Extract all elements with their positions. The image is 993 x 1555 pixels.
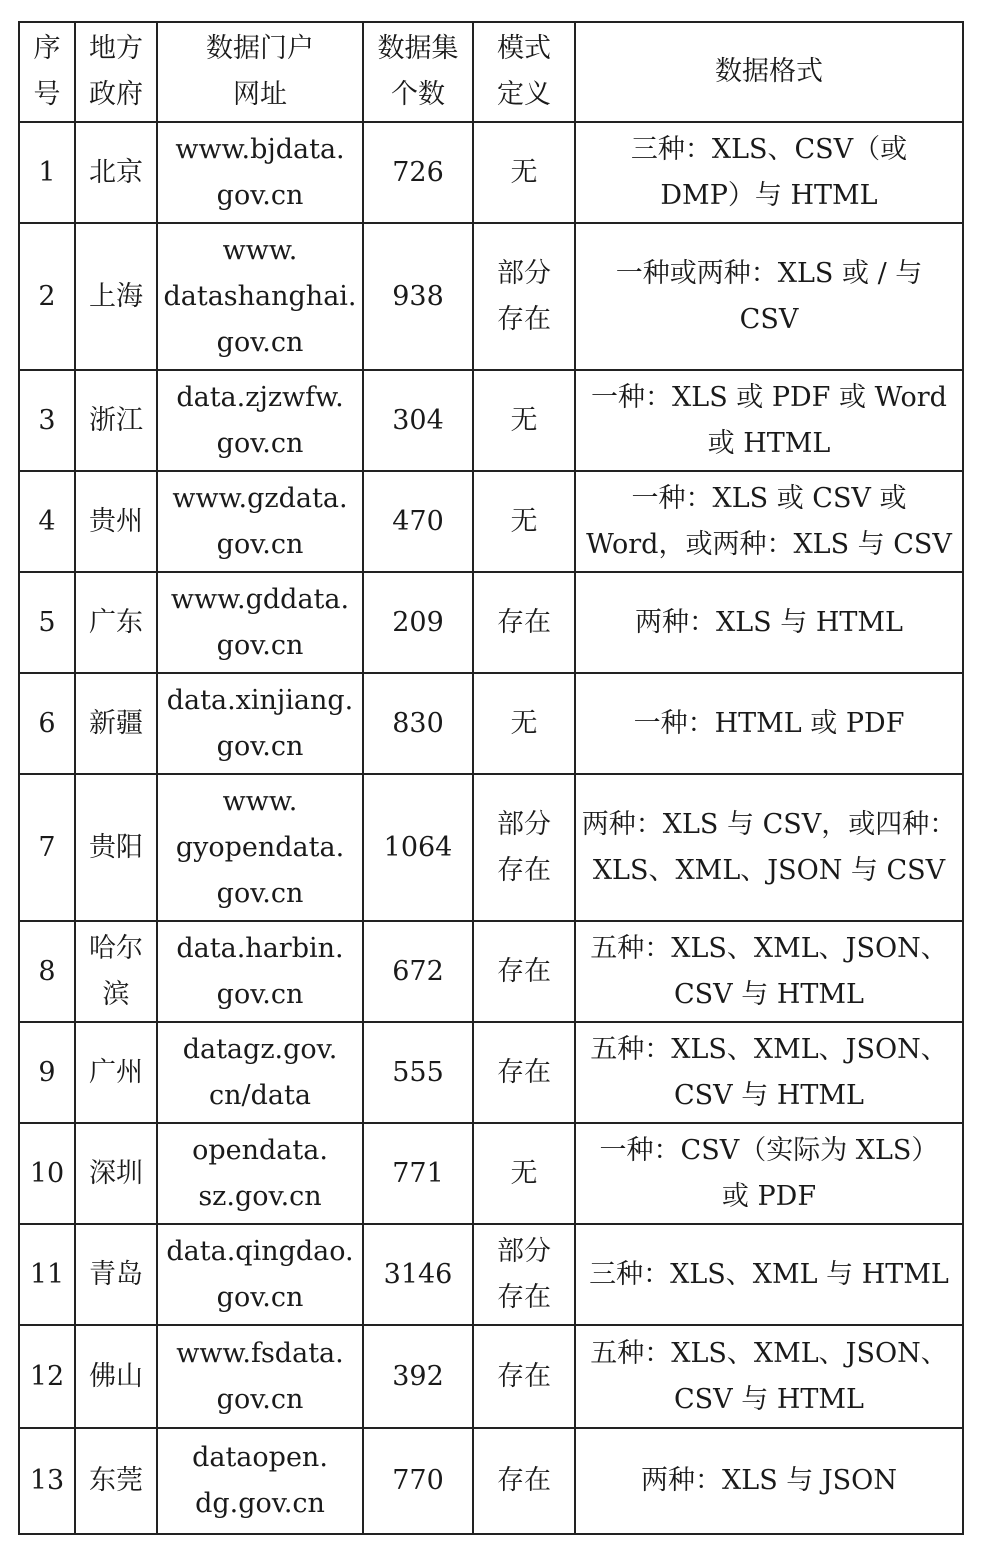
cell-count: 3146 xyxy=(363,1224,473,1325)
header-portal: 数据门户 网址 xyxy=(157,22,363,122)
cell-schema: 无 xyxy=(473,1123,575,1224)
cell-format: 五种：XLS、XML、JSON、 CSV 与 HTML xyxy=(575,921,963,1022)
cell-gov: 哈尔 滨 xyxy=(75,921,157,1022)
cell-format: 两种：XLS 与 HTML xyxy=(575,572,963,673)
cell-portal: www.gddata. gov.cn xyxy=(157,572,363,673)
table-row xyxy=(19,1325,963,1428)
cell-format: 一种：CSV（实际为 XLS） 或 PDF xyxy=(575,1123,963,1224)
cell-format: 一种：HTML 或 PDF xyxy=(575,673,963,774)
table-row xyxy=(19,673,963,774)
cell-format: 一种：XLS 或 CSV 或 Word，或两种：XLS 与 CSV xyxy=(575,471,963,572)
cell-gov: 深圳 xyxy=(75,1123,157,1224)
table-row xyxy=(19,774,963,921)
cell-gov: 新疆 xyxy=(75,673,157,774)
cell-schema: 部分 存在 xyxy=(473,223,575,370)
cell-seq: 9 xyxy=(19,1022,75,1123)
cell-count: 555 xyxy=(363,1022,473,1123)
cell-portal: www.fsdata. gov.cn xyxy=(157,1325,363,1428)
table-row xyxy=(19,471,963,572)
table-row xyxy=(19,1224,963,1325)
cell-schema: 存在 xyxy=(473,1022,575,1123)
cell-schema: 无 xyxy=(473,673,575,774)
cell-count: 770 xyxy=(363,1428,473,1534)
table-row xyxy=(19,370,963,471)
cell-count: 830 xyxy=(363,673,473,774)
table-row xyxy=(19,223,963,370)
cell-count: 771 xyxy=(363,1123,473,1224)
header-gov: 地方 政府 xyxy=(75,22,157,122)
cell-seq: 6 xyxy=(19,673,75,774)
cell-seq: 1 xyxy=(19,122,75,223)
cell-schema: 无 xyxy=(473,370,575,471)
cell-portal: data.xinjiang. gov.cn xyxy=(157,673,363,774)
cell-gov: 浙江 xyxy=(75,370,157,471)
header-schema: 模式 定义 xyxy=(473,22,575,122)
cell-seq: 4 xyxy=(19,471,75,572)
table-row xyxy=(19,1022,963,1123)
cell-seq: 2 xyxy=(19,223,75,370)
table-row xyxy=(19,921,963,1022)
cell-format: 三种：XLS、XML 与 HTML xyxy=(575,1224,963,1325)
cell-schema: 存在 xyxy=(473,1325,575,1428)
cell-seq: 11 xyxy=(19,1224,75,1325)
cell-schema: 无 xyxy=(473,122,575,223)
table-row xyxy=(19,122,963,223)
cell-schema: 存在 xyxy=(473,1428,575,1534)
table-row xyxy=(19,1123,963,1224)
cell-count: 726 xyxy=(363,122,473,223)
header-format: 数据格式 xyxy=(575,22,963,122)
cell-gov: 广州 xyxy=(75,1022,157,1123)
cell-seq: 10 xyxy=(19,1123,75,1224)
cell-schema: 存在 xyxy=(473,572,575,673)
table-body xyxy=(19,122,963,1534)
table-row xyxy=(19,572,963,673)
cell-count: 470 xyxy=(363,471,473,572)
cell-count: 672 xyxy=(363,921,473,1022)
cell-portal: dataopen. dg.gov.cn xyxy=(157,1428,363,1534)
header-seq: 序 号 xyxy=(19,22,75,122)
cell-count: 209 xyxy=(363,572,473,673)
cell-portal: data.harbin. gov.cn xyxy=(157,921,363,1022)
cell-count: 304 xyxy=(363,370,473,471)
cell-portal: opendata. sz.gov.cn xyxy=(157,1123,363,1224)
cell-seq: 12 xyxy=(19,1325,75,1428)
cell-seq: 3 xyxy=(19,370,75,471)
cell-gov: 青岛 xyxy=(75,1224,157,1325)
cell-seq: 13 xyxy=(19,1428,75,1534)
cell-portal: www.gzdata. gov.cn xyxy=(157,471,363,572)
cell-seq: 7 xyxy=(19,774,75,921)
cell-portal: datagz.gov. cn/data xyxy=(157,1022,363,1123)
cell-seq: 8 xyxy=(19,921,75,1022)
header-row xyxy=(19,22,963,122)
cell-gov: 贵州 xyxy=(75,471,157,572)
cell-portal: www. datashanghai. gov.cn xyxy=(157,223,363,370)
cell-format: 五种：XLS、XML、JSON、 CSV 与 HTML xyxy=(575,1022,963,1123)
cell-portal: data.qingdao. gov.cn xyxy=(157,1224,363,1325)
cell-gov: 广东 xyxy=(75,572,157,673)
cell-gov: 上海 xyxy=(75,223,157,370)
cell-count: 1064 xyxy=(363,774,473,921)
open-data-portals-table xyxy=(18,21,964,1535)
cell-gov: 贵阳 xyxy=(75,774,157,921)
cell-gov: 佛山 xyxy=(75,1325,157,1428)
cell-schema: 部分 存在 xyxy=(473,1224,575,1325)
cell-seq: 5 xyxy=(19,572,75,673)
cell-schema: 部分 存在 xyxy=(473,774,575,921)
cell-format: 两种：XLS 与 CSV，或四种： XLS、XML、JSON 与 CSV xyxy=(575,774,963,921)
cell-schema: 无 xyxy=(473,471,575,572)
cell-count: 938 xyxy=(363,223,473,370)
cell-portal: www. gyopendata. gov.cn xyxy=(157,774,363,921)
cell-format: 五种：XLS、XML、JSON、 CSV 与 HTML xyxy=(575,1325,963,1428)
cell-count: 392 xyxy=(363,1325,473,1428)
cell-portal: www.bjdata. gov.cn xyxy=(157,122,363,223)
header-count: 数据集 个数 xyxy=(363,22,473,122)
cell-format: 两种：XLS 与 JSON xyxy=(575,1428,963,1534)
cell-format: 一种：XLS 或 PDF 或 Word 或 HTML xyxy=(575,370,963,471)
cell-gov: 北京 xyxy=(75,122,157,223)
cell-format: 一种或两种：XLS 或 / 与 CSV xyxy=(575,223,963,370)
cell-format: 三种：XLS、CSV（或 DMP）与 HTML xyxy=(575,122,963,223)
cell-portal: data.zjzwfw. gov.cn xyxy=(157,370,363,471)
table-row xyxy=(19,1428,963,1534)
cell-schema: 存在 xyxy=(473,921,575,1022)
cell-gov: 东莞 xyxy=(75,1428,157,1534)
